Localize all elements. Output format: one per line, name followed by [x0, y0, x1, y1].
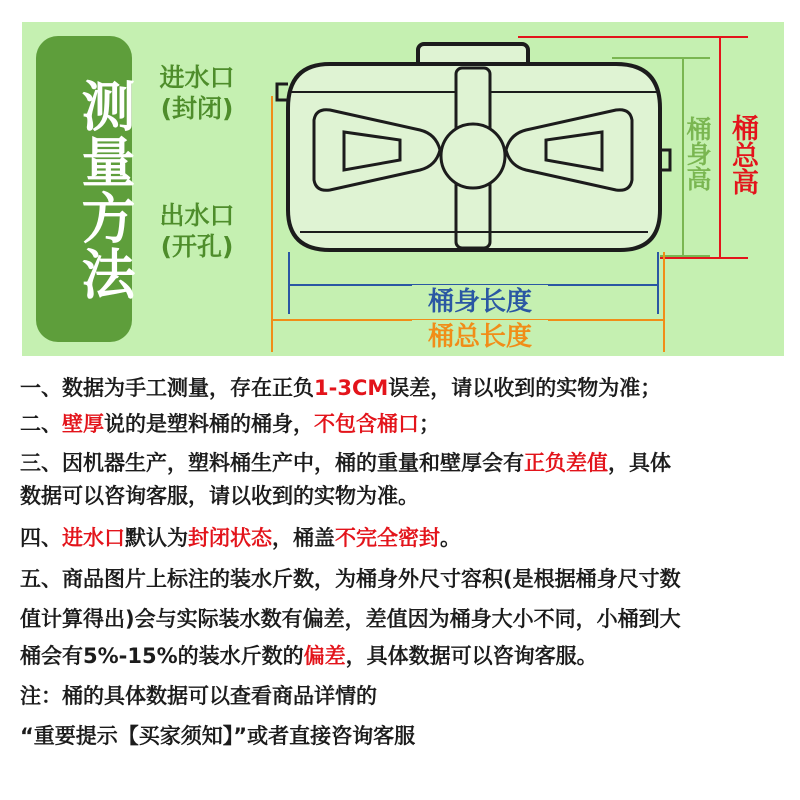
total-length-label: 桶总长度: [412, 320, 548, 354]
note-text: 默认为: [125, 526, 188, 550]
note-text: 值计算得出)会与实际装水数有偏差，差值因为桶身大小不同，小桶到大: [20, 607, 681, 631]
note-line: [20, 372, 780, 404]
note-text: 数据可以咨询客服，请以收到的实物为准。: [20, 484, 419, 508]
note-line: [20, 480, 780, 512]
body-length-label: 桶身长度: [412, 285, 548, 319]
note-line: [20, 447, 780, 479]
note-emphasis: 封闭状态: [188, 526, 272, 550]
note-emphasis: 正负差值: [524, 451, 608, 475]
note-text: ，具体数据可以咨询客服。: [345, 644, 598, 668]
note-emphasis: 1-3CM: [314, 376, 389, 400]
note-emphasis: 不包含桶口: [314, 412, 419, 436]
note-emphasis: 进水口: [62, 526, 125, 550]
note-line: [20, 720, 780, 752]
outlet-label-line1: 出水口: [159, 201, 235, 230]
note-text: 二、: [20, 412, 62, 436]
note-text: ；: [419, 412, 440, 436]
note-line: [20, 563, 780, 595]
center-boss: [441, 124, 505, 188]
note-emphasis: 壁厚: [62, 412, 104, 436]
method-title: 测量方法: [73, 78, 136, 302]
note-text: 四、: [20, 526, 62, 550]
note-emphasis: 偏差: [303, 644, 346, 668]
outlet-label-line2: (开孔): [160, 232, 234, 261]
total-height-label: 桶总高: [727, 114, 758, 195]
inlet-label-line2: (封闭): [160, 94, 234, 123]
tank-diagram: [0, 0, 800, 372]
note-text: 五、商品图片上标注的装水斤数，为桶身外尺寸容积(是根据桶身尺寸数: [20, 567, 681, 591]
note-text: ，具体: [608, 451, 671, 475]
inlet-knob: [277, 84, 288, 100]
note-text: 三、因机器生产，塑料桶生产中，桶的重量和壁厚会有: [20, 451, 524, 475]
note-line: [20, 603, 780, 635]
body-height-label: 桶身高: [683, 116, 712, 191]
note-text: 。: [440, 526, 461, 550]
note-text: ，桶盖: [272, 526, 335, 550]
note-line: [20, 408, 780, 440]
note-text: “重要提示【买家须知】”或者直接咨询客服: [20, 724, 416, 748]
note-text: 误差，请以收到的实物为准；: [388, 376, 662, 400]
note-text: 一、数据为手工测量，存在正负: [20, 376, 314, 400]
inlet-label-line1: 进水口: [159, 63, 235, 92]
note-text: 注：桶的具体数据可以查看商品详情的: [20, 684, 377, 708]
note-line: [20, 522, 780, 554]
note-emphasis: 不完全密封: [335, 526, 440, 550]
note-line: [20, 640, 780, 672]
note-line: [20, 680, 780, 712]
note-text: 桶会有5%-15%的装水斤数的: [20, 644, 304, 668]
note-text: 说的是塑料桶的桶身，: [104, 412, 314, 436]
